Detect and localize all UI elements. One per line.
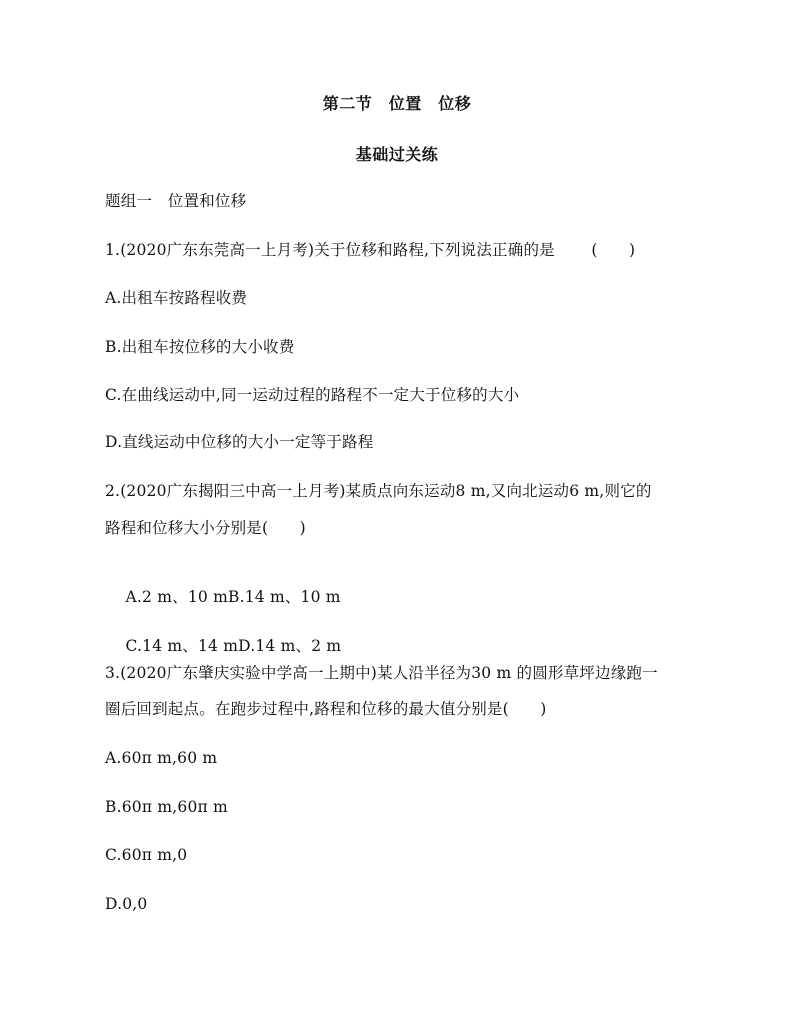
question-2-option-b: B.14 m、10 m	[227, 588, 341, 606]
question-2-option-c: C.14 m、14 m	[125, 637, 239, 655]
question-1-option-a: A.出租车按路程收费	[105, 289, 248, 307]
question-2-option-d: D.14 m、2 m	[238, 637, 342, 655]
question-2-option-a: A.2 m、10 m	[125, 588, 228, 606]
question-3-stem-line-2: 圈后回到起点。在跑步过程中,路程和位移的最大值分别是( )	[105, 700, 547, 718]
question-2-stem-line-2: 路程和位移大小分别是( )	[105, 519, 306, 537]
question-3-option-d: D.0,0	[105, 895, 148, 913]
section-heading: 题组一 位置和位移	[105, 192, 247, 210]
question-2-stem-line-1: 2.(2020广东揭阳三中高一上月考)某质点向东运动8 m,又向北运动6 m,则它的	[105, 482, 652, 500]
question-1-stem: 1.(2020广东东莞高一上月考)关于位移和路程,下列说法正确的是 ( )	[105, 241, 636, 259]
question-3-stem-line-1: 3.(2020广东肇庆实验中学高一上期中)某人沿半径为30 m 的圆形草坪边缘跑一	[105, 664, 658, 682]
page-title: 第二节 位置 位移	[322, 94, 472, 113]
question-3-option-a: A.60π m,60 m	[105, 749, 218, 767]
page-subtitle: 基础过关练	[355, 145, 439, 164]
question-1-option-c: C.在曲线运动中,同一运动过程的路程不一定大于位移的大小	[105, 386, 520, 404]
question-3-option-b: B.60π m,60π m	[105, 798, 228, 816]
question-1-option-d: D.直线运动中位移的大小一定等于路程	[105, 433, 374, 451]
question-1-option-b: B.出租车按位移的大小收费	[105, 338, 295, 356]
question-3-option-c: C.60π m,0	[105, 846, 188, 864]
